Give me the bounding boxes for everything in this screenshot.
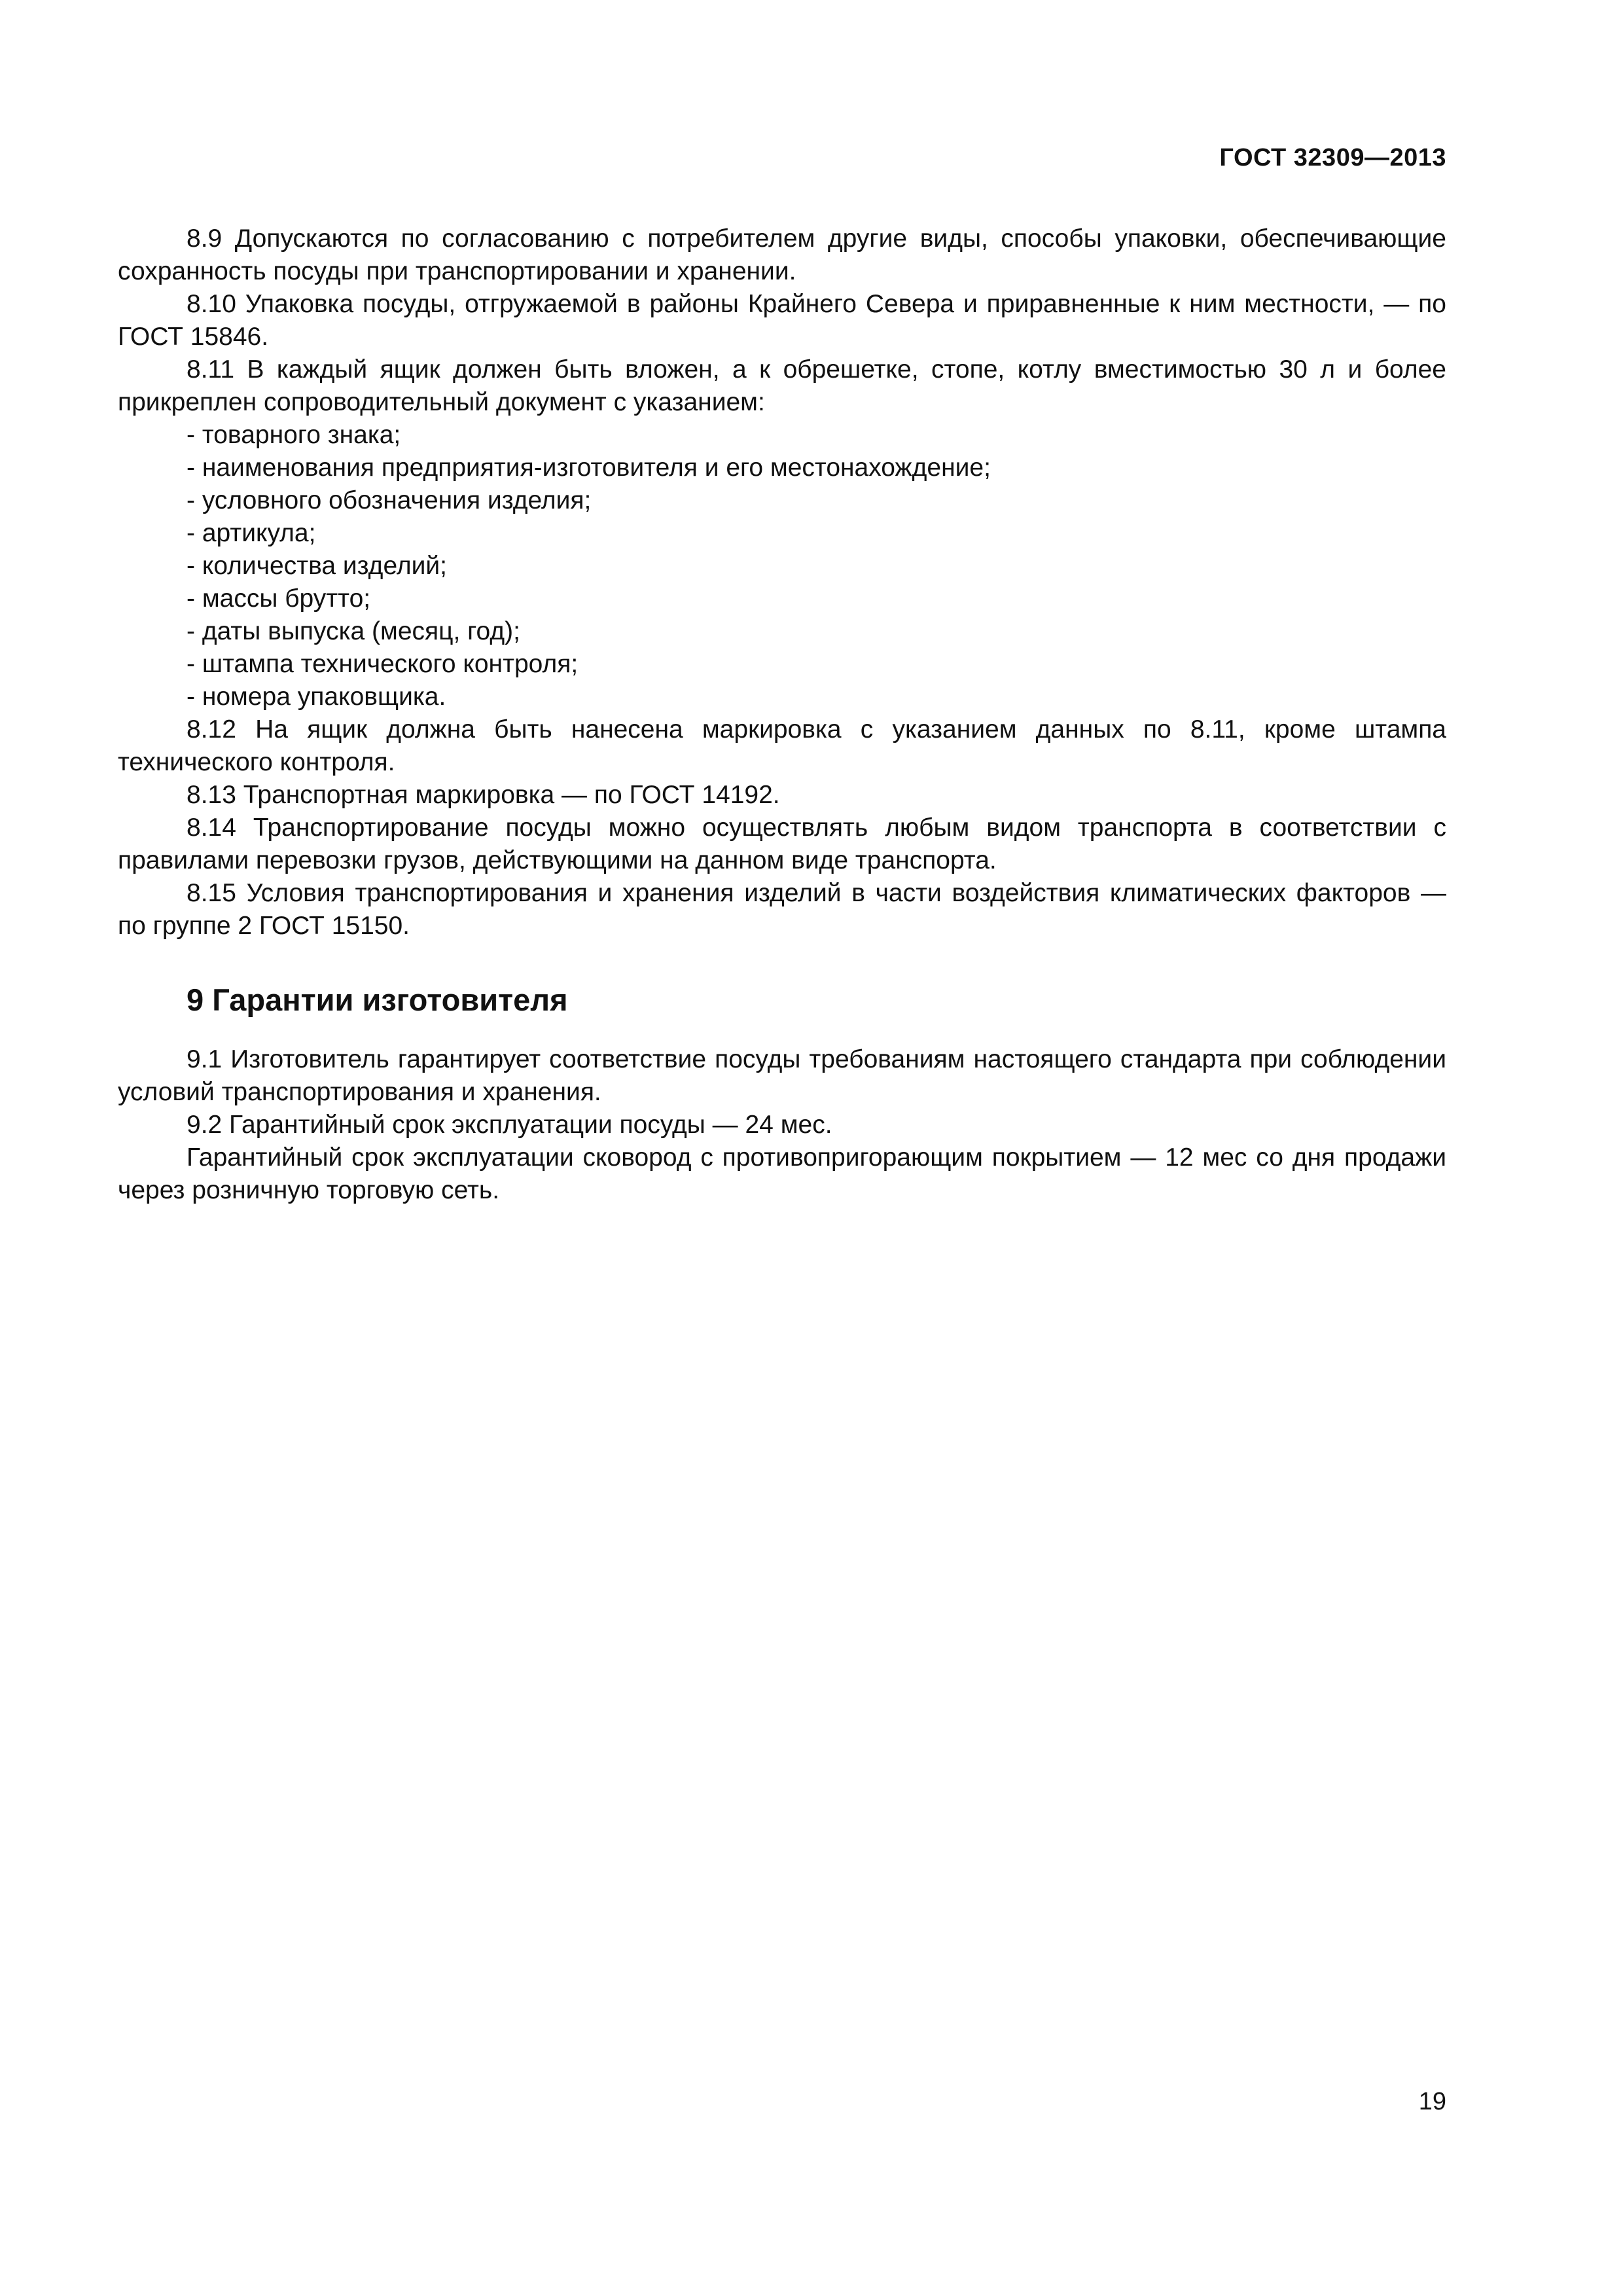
document-id-header: ГОСТ 32309—2013 [1219,144,1446,171]
paragraph-9-2: 9.2 Гарантийный срок эксплуатации посуды — 24 мес. [187,1111,832,1139]
paragraph-8-9: 8.9 Допускаются по согласованию с потребителем другие виды, способы упаковки, обеспечивающие сохранность посуды при транспортировании и хранении. [118,224,1446,285]
paragraph-8-11: 8.11 В каждый ящик должен быть вложен, а к обрешетке, стопе, котлу вместимостью 30 л и более прикреплен сопроводительный документ с указанием: [118,355,1446,416]
paragraph-8-10: 8.10 Упаковка посуды, отгружаемой в районы Крайнего Севера и приравненные к ним местности, — по ГОСТ 15846. [118,290,1446,351]
section-9-heading: 9 Гарантии изготовителя [187,982,568,1017]
list-item: - массы брутто; [187,584,371,613]
list-item: - условного обозначения изделия; [187,486,592,514]
list-item: - артикула; [187,519,316,547]
accompanying-document-list [118,419,1446,713]
paragraph-8-12: 8.12 На ящик должна быть нанесена маркировка с указанием данных по 8.11, кроме штампа технического контроля. [118,715,1446,776]
document-body [118,223,1446,1207]
paragraph-8-14: 8.14 Транспортирование посуды можно осуществлять любым видом транспорта в соответствии с правилами перевозки грузов, действующими на данном виде транспорта. [118,814,1446,874]
paragraph-8-15: 8.15 Условия транспортирования и хранения изделий в части воздействия климатических факторов — по группе 2 ГОСТ 15150. [118,879,1446,940]
list-item: - количества изделий; [187,552,447,580]
paragraph-9-1: 9.1 Изготовитель гарантирует соответствие посуды требованиям настоящего стандарта при соблюдении условий транспортирования и хранения. [118,1045,1446,1106]
list-item: - штампа технического контроля; [187,650,579,678]
list-item: - номера упаковщика. [187,683,446,711]
paragraph-8-13: 8.13 Транспортная маркировка — по ГОСТ 14192. [187,781,780,809]
list-item: - товарного знака; [187,421,401,449]
list-item: - даты выпуска (месяц, год); [187,617,520,645]
page-number: 19 [1418,2088,1446,2115]
paragraph-9-2-continued: Гарантийный срок эксплуатации сковород с противопригорающим покрытием — 12 мес со дня продажи через розничную торговую сеть. [118,1143,1446,1204]
list-item: - наименования предприятия-изготовителя и его местонахождение; [187,454,991,482]
